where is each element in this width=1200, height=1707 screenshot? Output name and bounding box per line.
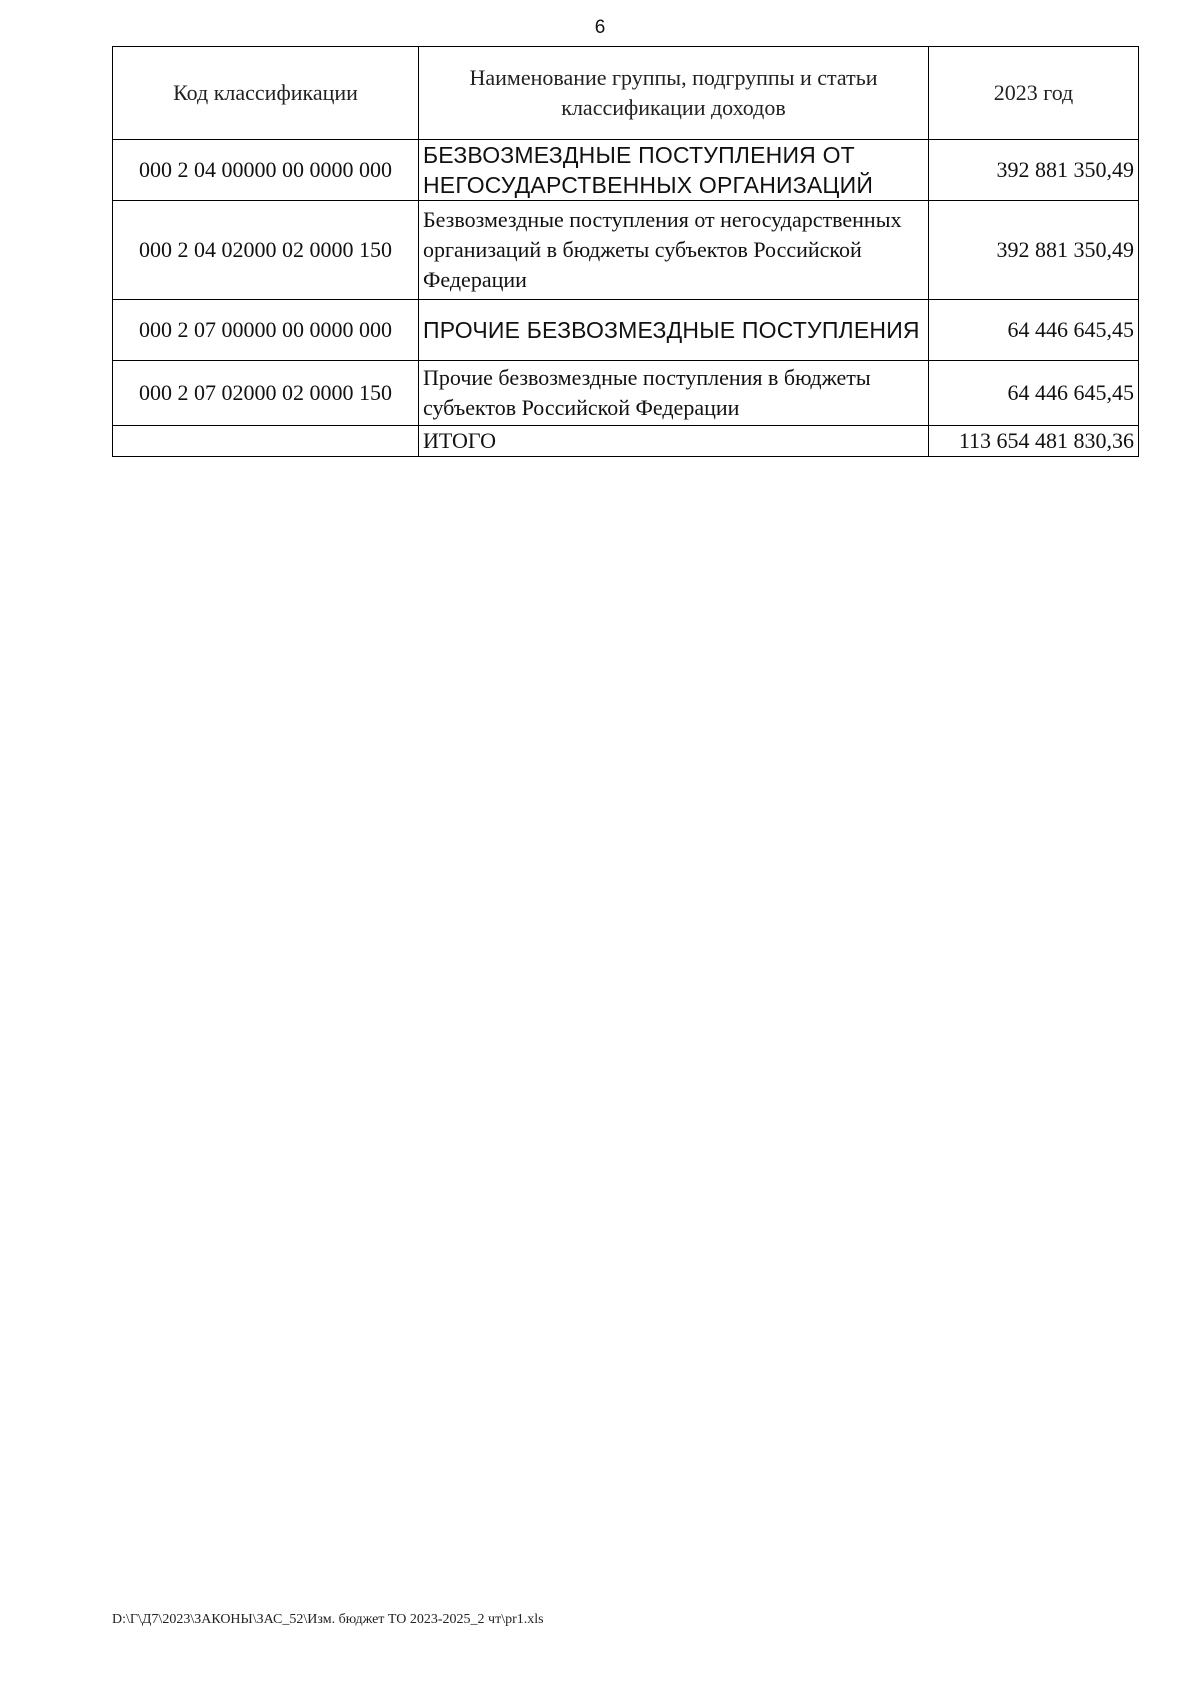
row-amount: 64 446 645,45	[929, 300, 1139, 361]
row-amount: 392 881 350,49	[929, 201, 1139, 300]
total-code	[113, 426, 419, 457]
total-row	[113, 426, 1139, 457]
row-amount: 392 881 350,49	[929, 140, 1139, 201]
row-code: 000 2 07 02000 02 0000 150	[113, 361, 419, 426]
file-path-footer: D:\Г\Д7\2023\ЗАКОНЫ\ЗАС_52\Изм. бюджет ТО 2023-2025_2 чт\pr1.xls	[112, 1612, 544, 1627]
row-code: 000 2 04 00000 00 0000 000	[113, 140, 419, 201]
header-year: 2023 год	[929, 47, 1139, 140]
row-name: Безвозмездные поступления от негосударственных организаций в бюджеты субъектов Российской Федерации	[419, 201, 929, 300]
row-amount: 64 446 645,45	[929, 361, 1139, 426]
header-code: Код классификации	[113, 47, 419, 140]
row-name: ПРОЧИЕ БЕЗВОЗМЕЗДНЫЕ ПОСТУПЛЕНИЯ	[419, 300, 929, 361]
table-row	[113, 201, 1139, 300]
header-name: Наименование группы, подгруппы и статьи классификации доходов	[419, 47, 929, 140]
table-header-row	[113, 47, 1139, 140]
row-name: Прочие безвозмездные поступления в бюджеты субъектов Российской Федерации	[419, 361, 929, 426]
table-row	[113, 300, 1139, 361]
page-number: 6	[594, 17, 606, 38]
total-label: ИТОГО	[419, 426, 929, 457]
row-code: 000 2 07 00000 00 0000 000	[113, 300, 419, 361]
revenue-table	[112, 46, 1139, 457]
table-row	[113, 140, 1139, 201]
table-row	[113, 361, 1139, 426]
row-code: 000 2 04 02000 02 0000 150	[113, 201, 419, 300]
row-name: БЕЗВОЗМЕЗДНЫЕ ПОСТУПЛЕНИЯ ОТ НЕГОСУДАРСТВЕННЫХ ОРГАНИЗАЦИЙ	[419, 140, 929, 201]
total-amount: 113 654 481 830,36	[929, 426, 1139, 457]
